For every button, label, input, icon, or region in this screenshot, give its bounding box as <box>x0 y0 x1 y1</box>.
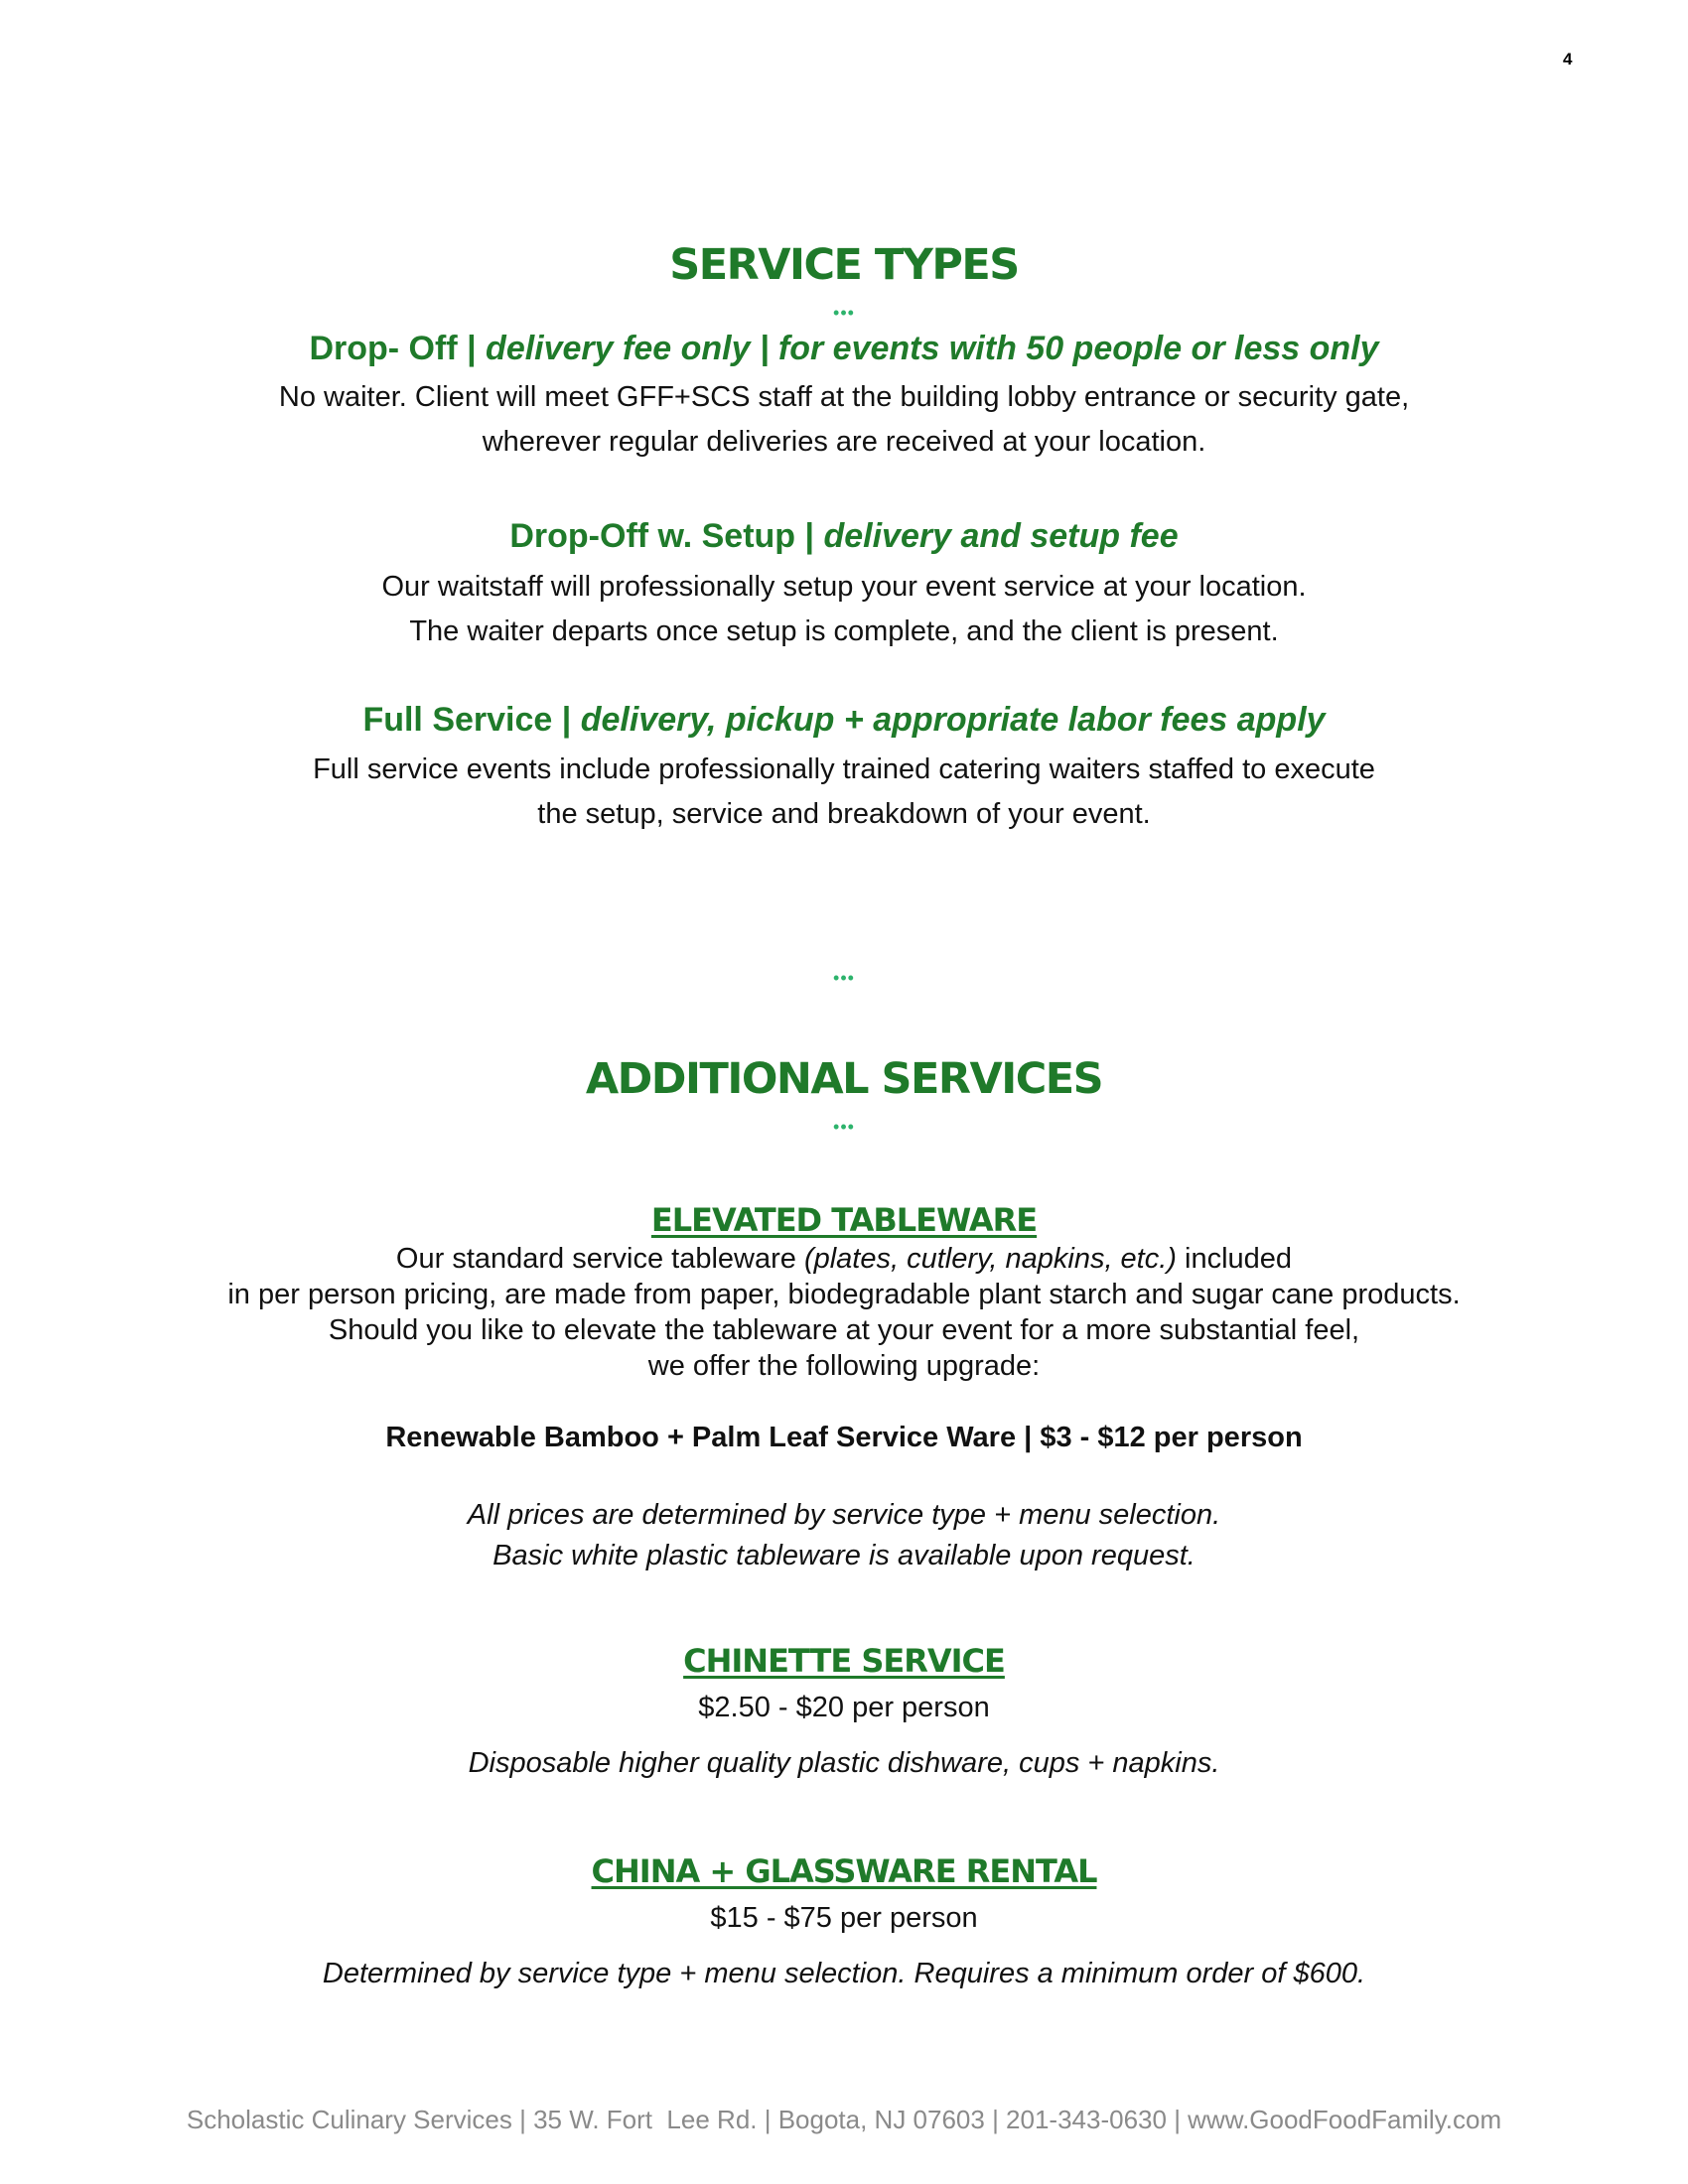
full-service-name: Full Service <box>362 701 553 739</box>
drop-off-detail: delivery fee only | for events with 50 people or less only <box>486 330 1379 367</box>
full-service-line-2: the setup, service and breakdown of your event. <box>537 798 1151 830</box>
china-glassware-price: $15 - $75 per person <box>710 1902 978 1934</box>
elevated-tableware-title: ELEVATED TABLEWARE <box>650 1201 1038 1239</box>
drop-off-setup-heading <box>0 517 1688 556</box>
chinette-service-title: CHINETTE SERVICE <box>683 1642 1005 1680</box>
china-glassware-title: CHINA + GLASSWARE RENTAL <box>591 1852 1097 1890</box>
elevated-tableware-note-1: All prices are determined by service type + menu selection. <box>467 1499 1221 1531</box>
elevated-tableware-line-4: we offer the following upgrade: <box>647 1350 1041 1382</box>
elevated-tableware-note-2: Basic white plastic tableware is available upon request. <box>492 1540 1196 1571</box>
full-service-detail: delivery, pickup + appropriate labor fees apply <box>580 701 1326 739</box>
service-types-dots: ••• <box>833 303 855 323</box>
additional-services-dots: ••• <box>833 1117 855 1137</box>
service-types-title: SERVICE TYPES <box>669 240 1019 290</box>
drop-off-setup-line-2: The waiter departs once setup is complete, and the client is present. <box>409 615 1279 647</box>
drop-off-separator: | <box>457 330 487 367</box>
drop-off-line-1: No waiter. Client will meet GFF+SCS staff at the building lobby entrance or security gate, <box>278 381 1410 413</box>
additional-services-title: ADDITIONAL SERVICES <box>585 1054 1103 1104</box>
drop-off-line-2: wherever regular deliveries are received at your location. <box>482 426 1206 458</box>
elevated-tableware-description <box>0 1241 1688 1384</box>
full-service-description <box>0 748 1688 837</box>
full-service-separator: | <box>552 701 581 739</box>
elevated-tableware-line-1 <box>0 1241 1688 1277</box>
section-divider-dots: ••• <box>833 968 855 988</box>
elevated-tableware-line-3: Should you like to elevate the tableware at your event for a more substantial feel, <box>328 1314 1360 1346</box>
chinette-service-price: $2.50 - $20 per person <box>698 1692 990 1723</box>
elevated-tableware-line-1-start: Our standard service tableware <box>395 1243 804 1275</box>
chinette-service-description: Disposable higher quality plastic dishware, cups + napkins. <box>468 1747 1220 1779</box>
elevated-tableware-line-1-italic: (plates, cutlery, napkins, etc.) <box>803 1243 1177 1275</box>
elevated-tableware-line-1-end: included <box>1176 1243 1293 1275</box>
page-number: 4 <box>1563 50 1573 68</box>
drop-off-setup-line-1: Our waitstaff will professionally setup your event service at your location. <box>381 571 1307 603</box>
elevated-tableware-line-2: in per person pricing, are made from paper, biodegradable plant starch and sugar cane products. <box>227 1279 1461 1310</box>
drop-off-setup-separator: | <box>795 517 824 555</box>
drop-off-name: Drop- Off <box>309 330 458 367</box>
footer-contact: Scholastic Culinary Services | 35 W. Fort Lee Rd. | Bogota, NJ 07603 | 201-343-0630 | www.GoodFoodFamily.com <box>186 2105 1502 2134</box>
drop-off-description <box>0 375 1688 465</box>
elevated-tableware-notes <box>0 1495 1688 1576</box>
full-service-heading <box>0 701 1688 740</box>
drop-off-setup-detail: delivery and setup fee <box>823 517 1179 555</box>
drop-off-setup-name: Drop-Off w. Setup <box>509 517 796 555</box>
drop-off-heading <box>0 330 1688 368</box>
china-glassware-description: Determined by service type + menu selection. Requires a minimum order of $600. <box>322 1958 1366 1989</box>
elevated-tableware-upgrade: Renewable Bamboo + Palm Leaf Service Ware | $3 - $12 per person <box>385 1422 1303 1453</box>
drop-off-setup-description <box>0 565 1688 654</box>
full-service-line-1: Full service events include professionally trained catering waiters staffed to execute <box>313 753 1375 785</box>
